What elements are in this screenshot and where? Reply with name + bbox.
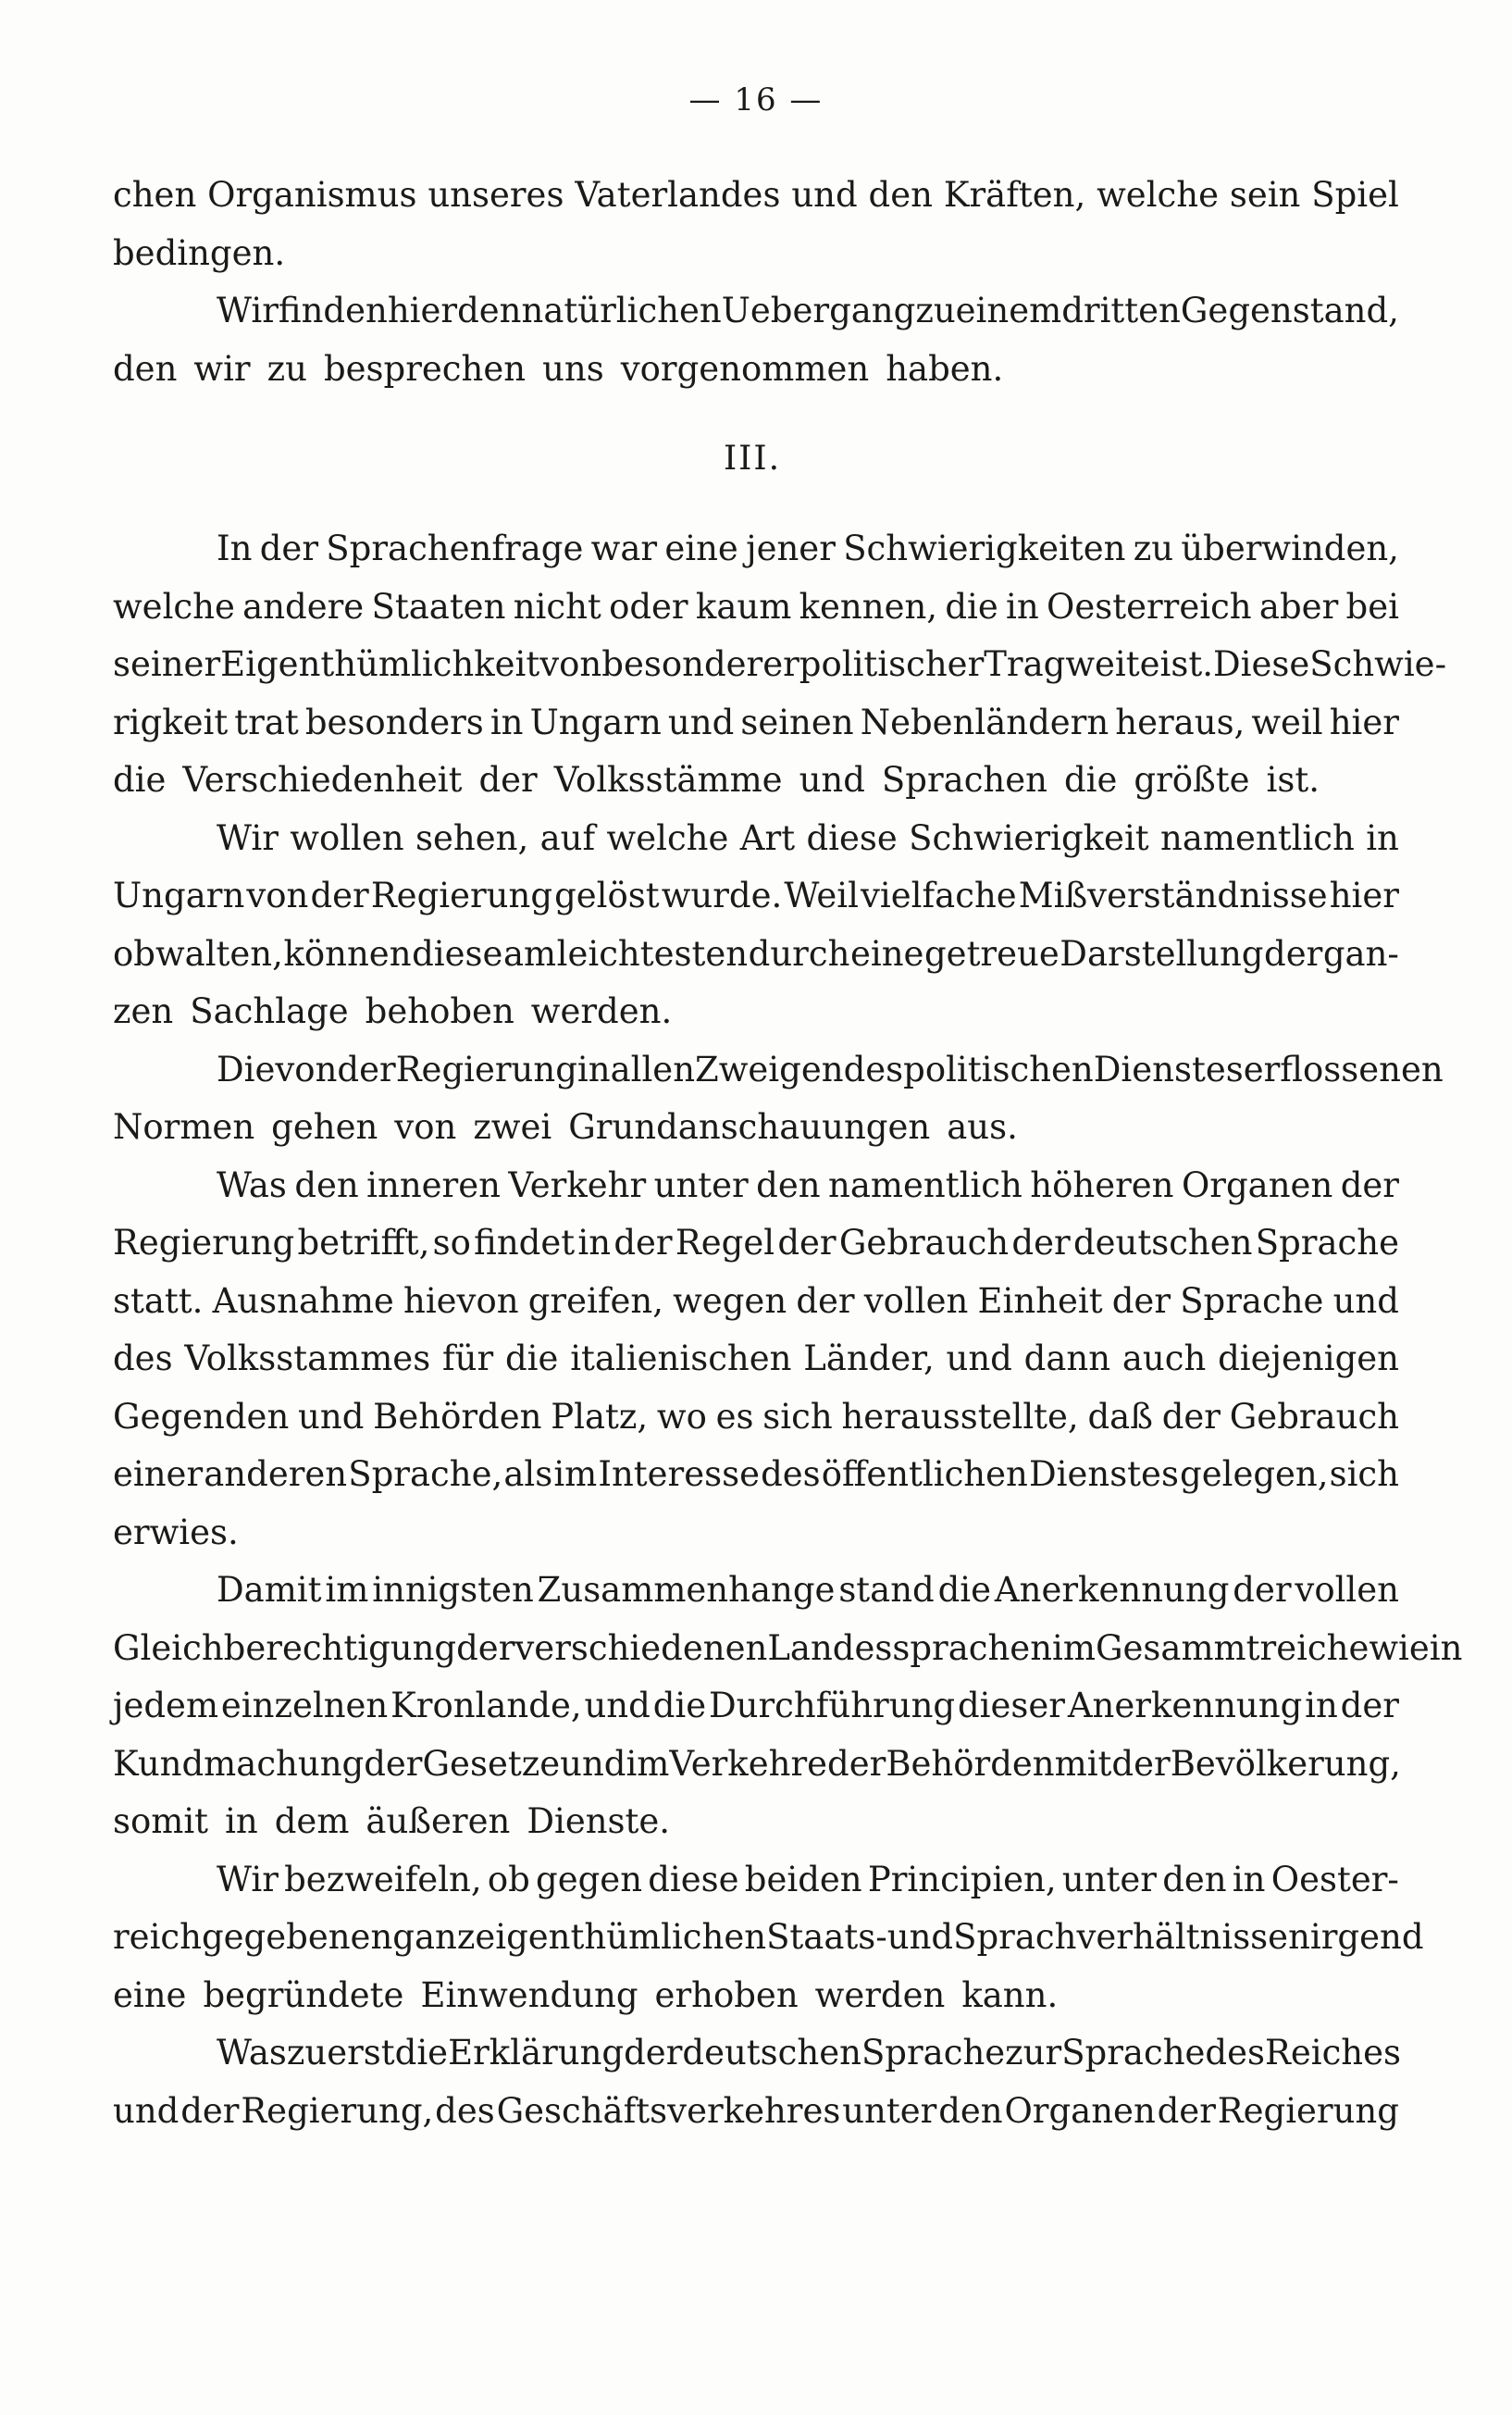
- paragraph: [113, 1562, 1463, 1851]
- text-line: den wir zu besprechen uns vorgenommen haben.: [113, 348, 1004, 389]
- text-line: statt. Ausnahme hievon greifen, wegen der vollen Einheit der Sprache und: [113, 1280, 1399, 1321]
- text-line: Regierung betrifft, so findet in der Regel der Gebrauch der deutschen Sprache: [113, 1223, 1399, 1263]
- text-line: In der Sprachenfrage war eine jener Schwierigkeiten zu überwinden,: [217, 529, 1399, 568]
- body-text: [113, 167, 1463, 2140]
- text-line: die Verschiedenheit der Volksstämme und Sprachen die größte ist.: [113, 760, 1320, 800]
- text-line: Damit im innigsten Zusammenhange stand die Anerkennung der vollen: [217, 1570, 1399, 1610]
- text-line: reich gegebenen ganz eigenthümlichen Staats- und Sprachverhältnissen irgend: [113, 1917, 1424, 1957]
- paragraph: [113, 1041, 1444, 1157]
- text-line: Wir finden hier den natürlichen Uebergang zu einem dritten Gegenstand,: [217, 291, 1399, 330]
- text-line: Die von der Regierung in allen Zweigen des politischen Dienstes erflossenen: [217, 1049, 1444, 1089]
- text-line: Was zuerst die Erklärung der deutschen Sprache zur Sprache des Reiches: [217, 2033, 1402, 2073]
- text-line: obwalten, können diese am leichtesten durch eine getreue Darstellung der gan-: [113, 933, 1399, 974]
- text-line: Kundmachung der Gesetze und im Verkehre der Behörden mit der Bevölkerung,: [113, 1743, 1401, 1784]
- text-line: Gegenden und Behörden Platz, wo es sich herausstellte, daß der Gebrauch: [113, 1396, 1399, 1437]
- paragraph: [113, 1851, 1424, 2025]
- paragraph: [113, 282, 1399, 398]
- paragraph: [113, 167, 1399, 282]
- page-number: — 16 —: [688, 81, 824, 118]
- text-line: chen Organismus unseres Vaterlandes und den Kräften, welche sein Spiel: [113, 175, 1399, 215]
- text-line: welche andere Staaten nicht oder kaum kennen, die in Oesterreich aber bei: [113, 586, 1399, 627]
- text-line: eine begründete Einwendung erhoben werden kann.: [113, 1974, 1059, 2015]
- text-line: Wir wollen sehen, auf welche Art diese Schwierigkeit namentlich in: [217, 817, 1399, 858]
- text-line: bedingen.: [113, 232, 286, 273]
- paragraph: [113, 810, 1399, 1041]
- text-line: Normen gehen von zwei Grundanschauungen aus.: [113, 1107, 1018, 1147]
- paragraph: [113, 2024, 1402, 2140]
- text-line: somit in dem äußeren Dienste.: [113, 1801, 671, 1841]
- paragraph: [113, 1157, 1399, 1562]
- text-line: Wir bezweifeln, ob gegen diese beiden Principien, unter den in Oester-: [217, 1859, 1399, 1899]
- text-line: einer anderen Sprache, als im Interesse des öffentlichen Dienstes gelegen, sich: [113, 1454, 1399, 1494]
- paragraph: [113, 520, 1447, 810]
- text-line: des Volksstammes für die italienischen Länder, und dann auch diejenigen: [113, 1338, 1399, 1378]
- text-line: und der Regierung, des Geschäftsverkehres unter den Organen der Regierung: [113, 2090, 1399, 2131]
- text-line: seiner Eigenthümlichkeit von besonderer politischer Tragweite ist. Diese Schwie-: [113, 644, 1447, 684]
- text-line: erwies.: [113, 1512, 239, 1552]
- section-heading: III.: [723, 440, 782, 478]
- text-line: jedem einzelnen Kronlande, und die Durchführung dieser Anerkennung in der: [113, 1686, 1399, 1725]
- text-line: rigkeit trat besonders in Ungarn und seinen Nebenländern heraus, weil hier: [113, 702, 1399, 742]
- text-line: Gleichberechtigung der verschiedenen Landessprachen im Gesammtreiche wie in: [113, 1627, 1463, 1668]
- text-line: zen Sachlage behoben werden.: [113, 991, 673, 1031]
- text-line: Was den inneren Verkehr unter den namentlich höheren Organen der: [217, 1164, 1399, 1205]
- text-line: Ungarn von der Regierung gelöst wurde. Weil vielfache Mißverständnisse hier: [113, 876, 1399, 915]
